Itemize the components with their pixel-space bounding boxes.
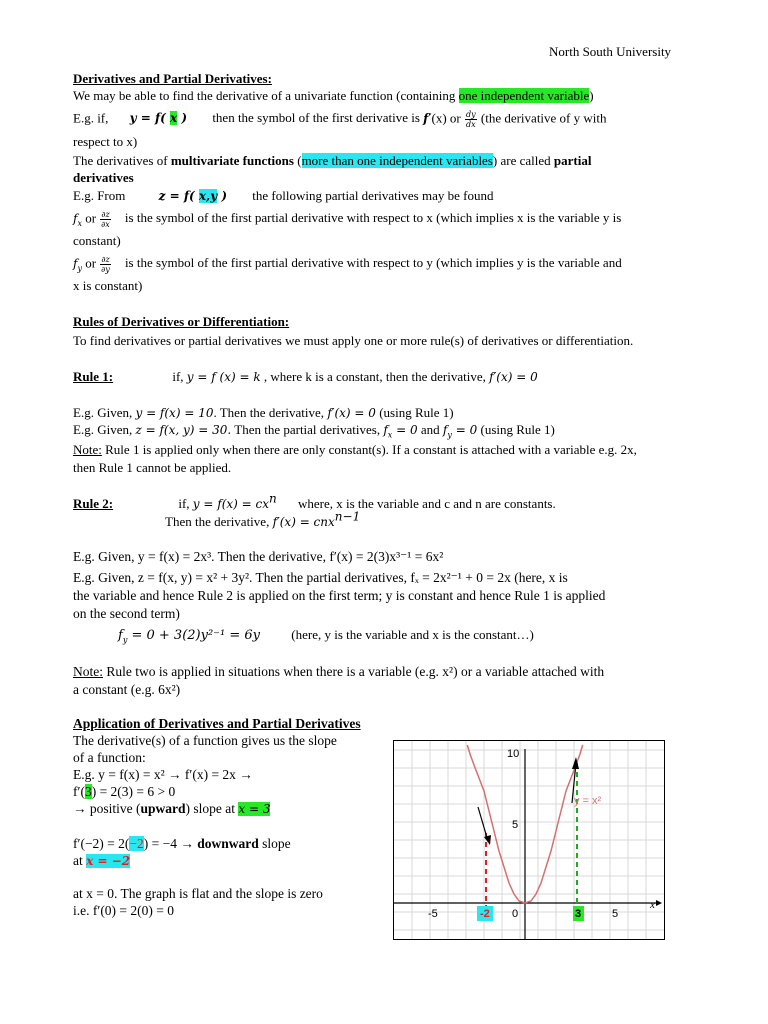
- section1-from-line: E.g. From z = f( x,y ) the following partial derivatives may be found: [73, 188, 494, 203]
- tick-x-0: 0: [512, 908, 519, 920]
- rule2-label: Rule 2:: [73, 496, 114, 511]
- rule2-example1: E.g. Given, y = f(x) = 2x³. Then the derivative, f′(x) = 2(3)x³⁻¹ = 6x²: [73, 549, 444, 564]
- section1-eg-line2: respect to x): [73, 134, 138, 149]
- section3-line9: i.e. f′(0) = 2(0) = 0: [73, 903, 175, 918]
- section3-line8: at x = 0. The graph is flat and the slope is zero: [73, 886, 323, 901]
- section3-line5: → positive (upward) slope at x = 3: [73, 801, 271, 816]
- rule2-then: Then the derivative, f′(x) = cnx$^{n-1}$: [165, 509, 361, 529]
- rule2-line: Rule 2: if, $y = f(x) = cx^n$ where, x is the variable and c and n are constants.: [73, 491, 556, 511]
- section1-title: Derivatives and Partial Derivatives:: [73, 71, 272, 86]
- rule1-example1: E.g. Given, y = f(x) = 10. Then the derivative, f′(x) = 0 (using Rule 1): [73, 405, 454, 420]
- rule1-note: Note: Rule 1 is applied only when there are only constant(s). If a constant is attached with a variable e.g. 2x,: [73, 442, 637, 457]
- section2-title: Rules of Derivatives or Differentiation:: [73, 314, 290, 329]
- fx-definition-2: constant): [73, 233, 121, 248]
- rule2-fy-line: $f_y = 0 + 3(2)y^{2-1} = 6y$ (here, y is the variable and x is the constant…): [118, 627, 534, 645]
- section1-para1: [73, 88, 594, 104]
- rule1-label: Rule 1:: [73, 369, 114, 384]
- from-function: z = f( x,y ): [158, 189, 228, 203]
- text: ): [589, 88, 594, 103]
- section2-intro: To find derivatives or partial derivatives we must apply one or more rule(s) of derivatives or differentiation.: [73, 333, 634, 348]
- eg-function: y = f( x ): [129, 111, 188, 126]
- section3-line1: The derivative(s) of a function gives us the slope: [73, 733, 337, 748]
- tick-y-10: 10: [507, 748, 520, 760]
- fy-definition-2: x is constant): [73, 278, 143, 293]
- tick-x-m2: -2: [480, 908, 490, 920]
- tick-x-m5: -5: [428, 908, 438, 920]
- rule2-note: Note: Rule two is applied in situations when there is a variable (e.g. x²) or a variable attached with: [73, 664, 605, 679]
- dy-dx-fraction: $\frac{dy}{dx}$: [465, 110, 476, 129]
- eg-tail: (the derivative of y with: [480, 110, 607, 126]
- section3-line6: f′(−2) = 2(−2) = −4 → downward slope: [73, 836, 291, 851]
- rule1-note-2: then Rule 1 cannot be applied.: [73, 460, 232, 475]
- highlight-multi-variables: more than one independent variables: [301, 153, 493, 168]
- rule2-example2: E.g. Given, z = f(x, y) = x² + 3y². Then the partial derivatives, fₓ = 2x²⁻¹ + 0 = 2x (here, x is: [73, 570, 568, 585]
- section3-line4: f′(3) = 2(3) = 6 > 0: [73, 784, 176, 799]
- highlight-one-variable: one independent variable: [458, 88, 590, 103]
- rule2-example2-c: on the second term): [73, 606, 180, 621]
- university-header: North South University: [549, 44, 672, 59]
- tick-y-5: 5: [512, 819, 519, 831]
- section3-line2: of a function:: [73, 750, 146, 765]
- rule1-line: Rule 1: if, y = f (x) = k , where k is a constant, then the derivative, f′(x) = 0: [73, 369, 538, 384]
- section1-eg-line: [73, 110, 607, 129]
- fprime-symbol: f′: [423, 111, 432, 126]
- rule1-example2: E.g. Given, z = f(x, y) = 30. Then the partial derivatives, $f_x = 0$ and $f_y = 0$ (using Rule 1): [73, 422, 555, 440]
- x-or: (x) or: [431, 110, 461, 126]
- tick-x-3: 3: [575, 908, 582, 920]
- dz-dy-fraction: $\frac{\partial z}{\partial y}$: [101, 255, 110, 274]
- section3-line7: at x = −2: [73, 853, 131, 868]
- rule2-example2-b: the variable and hence Rule 2 is applied on the first term; y is constant and hence Rule 1 is applied: [73, 588, 606, 603]
- fx-definition: $f_x$ or $\frac{\partial z}{\partial x}$ is the symbol of the first partial derivative with respect to x (which implies x is the variable y is: [73, 210, 622, 229]
- downward-tangent: [478, 807, 488, 841]
- section1-derivatives-word: derivatives: [73, 170, 134, 185]
- eg-label: E.g. if,: [73, 110, 109, 126]
- text: We may be able to find the derivative of a univariate function (containing: [73, 88, 459, 103]
- parabola-graph: [393, 740, 665, 940]
- rule2-note-2: a constant (e.g. 6x²): [73, 682, 181, 697]
- x-axis-label: x: [650, 899, 655, 911]
- curve-label: y = x²: [574, 795, 602, 807]
- eg-then: then the symbol of the first derivative is: [212, 110, 420, 126]
- tick-x-5: 5: [612, 908, 619, 920]
- section3-title: Application of Derivatives and Partial Derivatives: [73, 716, 361, 731]
- x-axis-arrow: [656, 900, 662, 906]
- dz-dx-fraction: $\frac{\partial z}{\partial x}$: [101, 210, 110, 229]
- fy-definition: $f_y$ or $\frac{\partial z}{\partial y}$ is the symbol of the first partial derivative with respect to y (which implies y is the variable and: [73, 255, 622, 274]
- section1-multivariate: The derivatives of multivariate functions (more than one independent variables) are called partial: [73, 153, 592, 168]
- section3-line3: E.g. y = f(x) = x² → f′(x) = 2x →: [73, 767, 253, 782]
